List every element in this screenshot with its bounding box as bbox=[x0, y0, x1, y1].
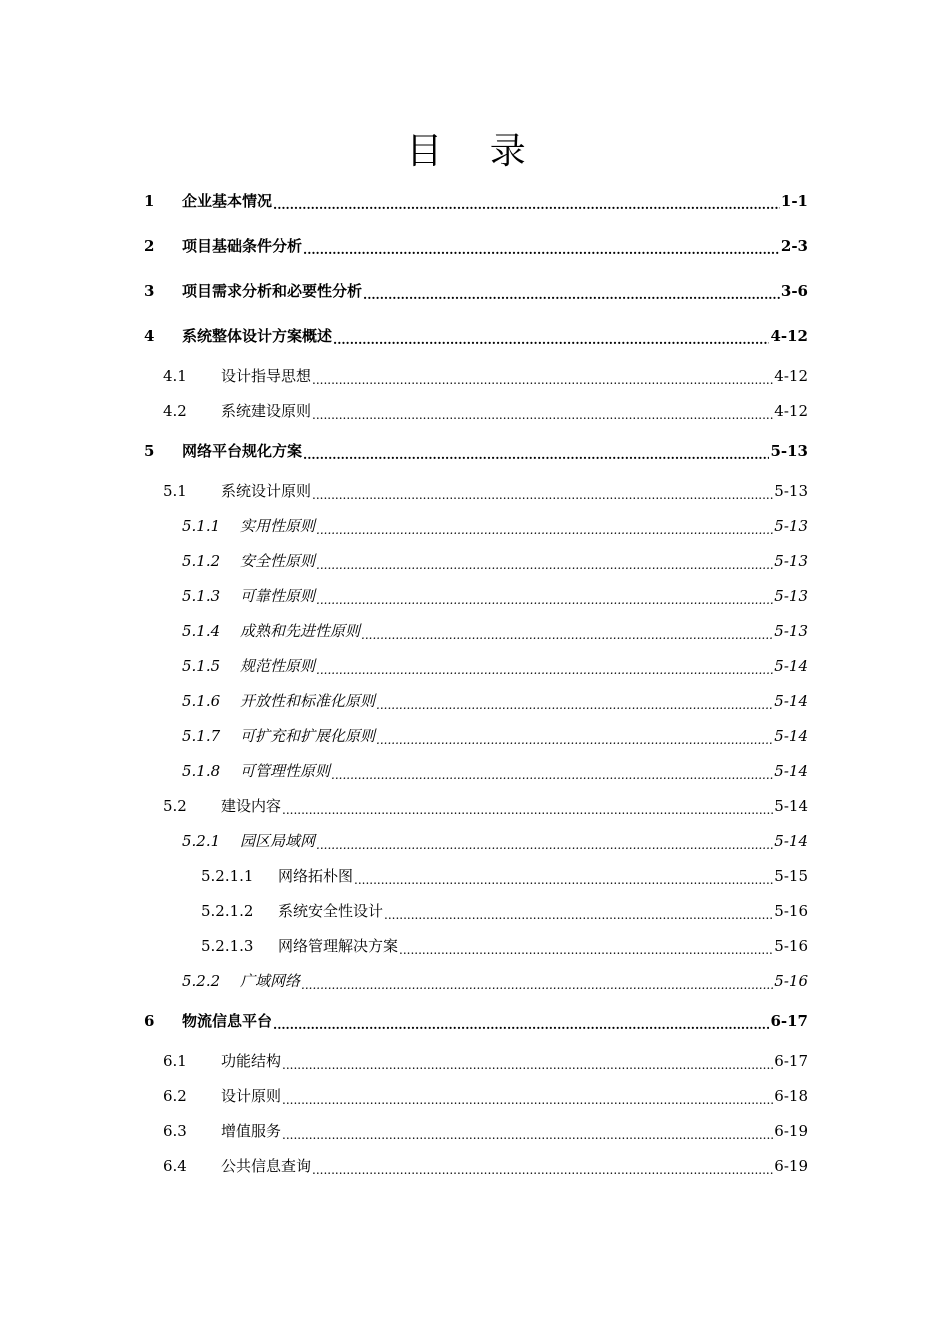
toc-entry[interactable] bbox=[144, 268, 808, 313]
toc-entry-page: 5-14 bbox=[774, 796, 808, 815]
toc-dot-leader bbox=[376, 695, 773, 713]
toc-entry-title: 项目需求分析和必要性分析 bbox=[182, 282, 363, 300]
toc-dot-leader bbox=[384, 905, 773, 923]
toc-entry[interactable] bbox=[144, 858, 808, 893]
toc-entry-title: 系统整体设计方案概述 bbox=[182, 327, 333, 345]
toc-entry-title: 建设内容 bbox=[221, 797, 282, 815]
toc-entry-page: 5-13 bbox=[774, 551, 808, 570]
toc-entry[interactable] bbox=[144, 893, 808, 928]
toc-entry[interactable] bbox=[144, 928, 808, 963]
toc-dot-leader bbox=[316, 835, 773, 853]
toc-entry-number: 6 bbox=[144, 1011, 155, 1030]
toc-entry-number: 5.1.4 bbox=[182, 621, 221, 640]
toc-entry-title: 网络管理解决方案 bbox=[278, 937, 399, 955]
toc-entry-page: 5-13 bbox=[774, 481, 808, 500]
toc-entry[interactable] bbox=[144, 578, 808, 613]
toc-entry-title: 实用性原则 bbox=[240, 517, 316, 535]
toc-dot-leader bbox=[312, 1160, 773, 1178]
toc-entry[interactable] bbox=[144, 223, 808, 268]
toc-entry-page: 6-19 bbox=[774, 1156, 808, 1175]
toc-entry-number: 5.1.1 bbox=[182, 516, 221, 535]
toc-entry-page: 5-13 bbox=[774, 586, 808, 605]
toc-dot-leader bbox=[282, 1125, 773, 1143]
toc-entry-number: 5.2.2 bbox=[182, 971, 221, 990]
toc-entry[interactable] bbox=[144, 473, 808, 508]
toc-entry[interactable] bbox=[144, 1148, 808, 1183]
toc-dot-leader bbox=[301, 975, 773, 993]
toc-dot-leader bbox=[282, 800, 773, 818]
toc-entry-title: 可靠性原则 bbox=[240, 587, 316, 605]
toc-entry-page: 5-16 bbox=[774, 936, 808, 955]
toc-entry-page: 6-18 bbox=[774, 1086, 808, 1105]
toc-dot-leader bbox=[282, 1090, 773, 1108]
toc-entry[interactable] bbox=[144, 963, 808, 998]
toc-entry-title: 系统建设原则 bbox=[221, 402, 312, 420]
toc-entry[interactable] bbox=[144, 753, 808, 788]
toc-entry[interactable] bbox=[144, 788, 808, 823]
toc-entry[interactable] bbox=[144, 613, 808, 648]
toc-entry-number: 5.1.3 bbox=[182, 586, 221, 605]
toc-entry-title: 可扩充和扩展化原则 bbox=[240, 727, 376, 745]
toc-entry-title: 物流信息平台 bbox=[182, 1012, 273, 1030]
toc-entry[interactable] bbox=[144, 313, 808, 358]
toc-entry[interactable] bbox=[144, 648, 808, 683]
toc-entry[interactable] bbox=[144, 823, 808, 858]
toc-dot-leader bbox=[312, 405, 773, 423]
toc-entry[interactable] bbox=[144, 508, 808, 543]
toc-entry-number: 3 bbox=[144, 281, 155, 300]
toc-entry-page: 6-17 bbox=[774, 1051, 808, 1070]
toc-entry-page: 4-12 bbox=[774, 366, 808, 385]
toc-entry-page: 5-16 bbox=[774, 971, 808, 990]
toc-dot-leader bbox=[303, 240, 780, 258]
toc-dot-leader bbox=[282, 1055, 773, 1073]
toc-entry-title: 网络拓朴图 bbox=[278, 867, 354, 885]
toc-dot-leader bbox=[312, 485, 773, 503]
toc-entry-number: 5 bbox=[144, 441, 155, 460]
toc-dot-leader bbox=[354, 870, 773, 888]
toc-entry[interactable] bbox=[144, 683, 808, 718]
toc-entry-number: 6.2 bbox=[163, 1086, 187, 1105]
toc-entry-title: 企业基本情况 bbox=[182, 192, 273, 210]
toc-dot-leader bbox=[316, 660, 773, 678]
toc-entry-number: 4 bbox=[144, 326, 155, 345]
toc-entry-title: 设计指导思想 bbox=[221, 367, 312, 385]
toc-entry-title: 增值服务 bbox=[221, 1122, 282, 1140]
toc-entry[interactable] bbox=[144, 393, 808, 428]
toc-entry-title: 安全性原则 bbox=[240, 552, 316, 570]
toc-entry-title: 开放性和标准化原则 bbox=[240, 692, 376, 710]
toc-entry-page: 5-16 bbox=[774, 901, 808, 920]
toc-entry-title: 广域网络 bbox=[240, 972, 301, 990]
toc-dot-leader bbox=[316, 590, 773, 608]
toc-entry-page: 4-12 bbox=[770, 326, 808, 345]
toc-entry-page: 5-14 bbox=[774, 726, 808, 745]
toc-entry-page: 1-1 bbox=[780, 191, 808, 210]
toc-entry-title: 园区局域网 bbox=[240, 832, 316, 850]
toc-entry-number: 5.1 bbox=[163, 481, 187, 500]
toc-entry-number: 1 bbox=[144, 191, 155, 210]
toc-entry-page: 4-12 bbox=[774, 401, 808, 420]
toc-entry-page: 3-6 bbox=[780, 281, 808, 300]
table-of-contents bbox=[144, 178, 808, 1183]
toc-entry-number: 2 bbox=[144, 236, 155, 255]
toc-entry-page: 6-19 bbox=[774, 1121, 808, 1140]
toc-entry-title: 网络平台规化方案 bbox=[182, 442, 303, 460]
toc-dot-leader bbox=[273, 1015, 769, 1033]
toc-entry-number: 5.1.5 bbox=[182, 656, 221, 675]
toc-entry[interactable] bbox=[144, 428, 808, 473]
toc-entry-title: 项目基础条件分析 bbox=[182, 237, 303, 255]
toc-entry-number: 4.2 bbox=[163, 401, 187, 420]
toc-dot-leader bbox=[399, 940, 773, 958]
toc-entry-number: 5.1.2 bbox=[182, 551, 221, 570]
toc-entry-title: 系统安全性设计 bbox=[278, 902, 384, 920]
toc-entry-number: 5.2.1 bbox=[182, 831, 221, 850]
toc-entry-page: 5-14 bbox=[774, 831, 808, 850]
toc-entry-number: 5.1.6 bbox=[182, 691, 221, 710]
toc-dot-leader bbox=[303, 445, 769, 463]
toc-dot-leader bbox=[312, 370, 773, 388]
toc-dot-leader bbox=[273, 195, 780, 213]
toc-dot-leader bbox=[361, 625, 773, 643]
toc-entry-number: 5.2 bbox=[163, 796, 187, 815]
toc-entry-number: 5.1.7 bbox=[182, 726, 221, 745]
toc-dot-leader bbox=[316, 555, 773, 573]
toc-entry[interactable] bbox=[144, 1113, 808, 1148]
toc-dot-leader bbox=[331, 765, 773, 783]
toc-entry[interactable] bbox=[144, 1078, 808, 1113]
toc-entry-number: 6.3 bbox=[163, 1121, 187, 1140]
toc-dot-leader bbox=[363, 285, 780, 303]
toc-entry-title: 成熟和先进性原则 bbox=[240, 622, 361, 640]
toc-entry[interactable] bbox=[144, 1043, 808, 1078]
toc-entry-title: 设计原则 bbox=[221, 1087, 282, 1105]
toc-entry-title: 功能结构 bbox=[221, 1052, 282, 1070]
toc-entry-page: 5-14 bbox=[774, 656, 808, 675]
toc-entry[interactable] bbox=[144, 358, 808, 393]
toc-entry-page: 5-14 bbox=[774, 761, 808, 780]
toc-entry-page: 2-3 bbox=[780, 236, 808, 255]
page-title: 目 录 bbox=[406, 131, 544, 172]
toc-entry-title: 公共信息查询 bbox=[221, 1157, 312, 1175]
toc-entry-page: 5-13 bbox=[770, 441, 808, 460]
toc-entry-number: 6.4 bbox=[163, 1156, 187, 1175]
toc-entry-title: 系统设计原则 bbox=[221, 482, 312, 500]
toc-entry-page: 5-13 bbox=[774, 621, 808, 640]
toc-entry-number: 5.2.1.1 bbox=[201, 866, 254, 885]
toc-entry[interactable] bbox=[144, 178, 808, 223]
toc-entry-title: 可管理性原则 bbox=[240, 762, 331, 780]
toc-entry-number: 5.2.1.2 bbox=[201, 901, 254, 920]
toc-entry-number: 6.1 bbox=[163, 1051, 187, 1070]
toc-entry[interactable] bbox=[144, 718, 808, 753]
toc-entry[interactable] bbox=[144, 543, 808, 578]
toc-dot-leader bbox=[316, 520, 773, 538]
toc-entry[interactable] bbox=[144, 998, 808, 1043]
toc-entry-number: 5.1.8 bbox=[182, 761, 221, 780]
toc-entry-page: 5-15 bbox=[774, 866, 808, 885]
toc-entry-number: 4.1 bbox=[163, 366, 187, 385]
toc-dot-leader bbox=[376, 730, 773, 748]
toc-entry-page: 6-17 bbox=[770, 1011, 808, 1030]
toc-entry-number: 5.2.1.3 bbox=[201, 936, 254, 955]
toc-entry-page: 5-14 bbox=[774, 691, 808, 710]
toc-entry-page: 5-13 bbox=[774, 516, 808, 535]
toc-dot-leader bbox=[333, 330, 769, 348]
toc-entry-title: 规范性原则 bbox=[240, 657, 316, 675]
